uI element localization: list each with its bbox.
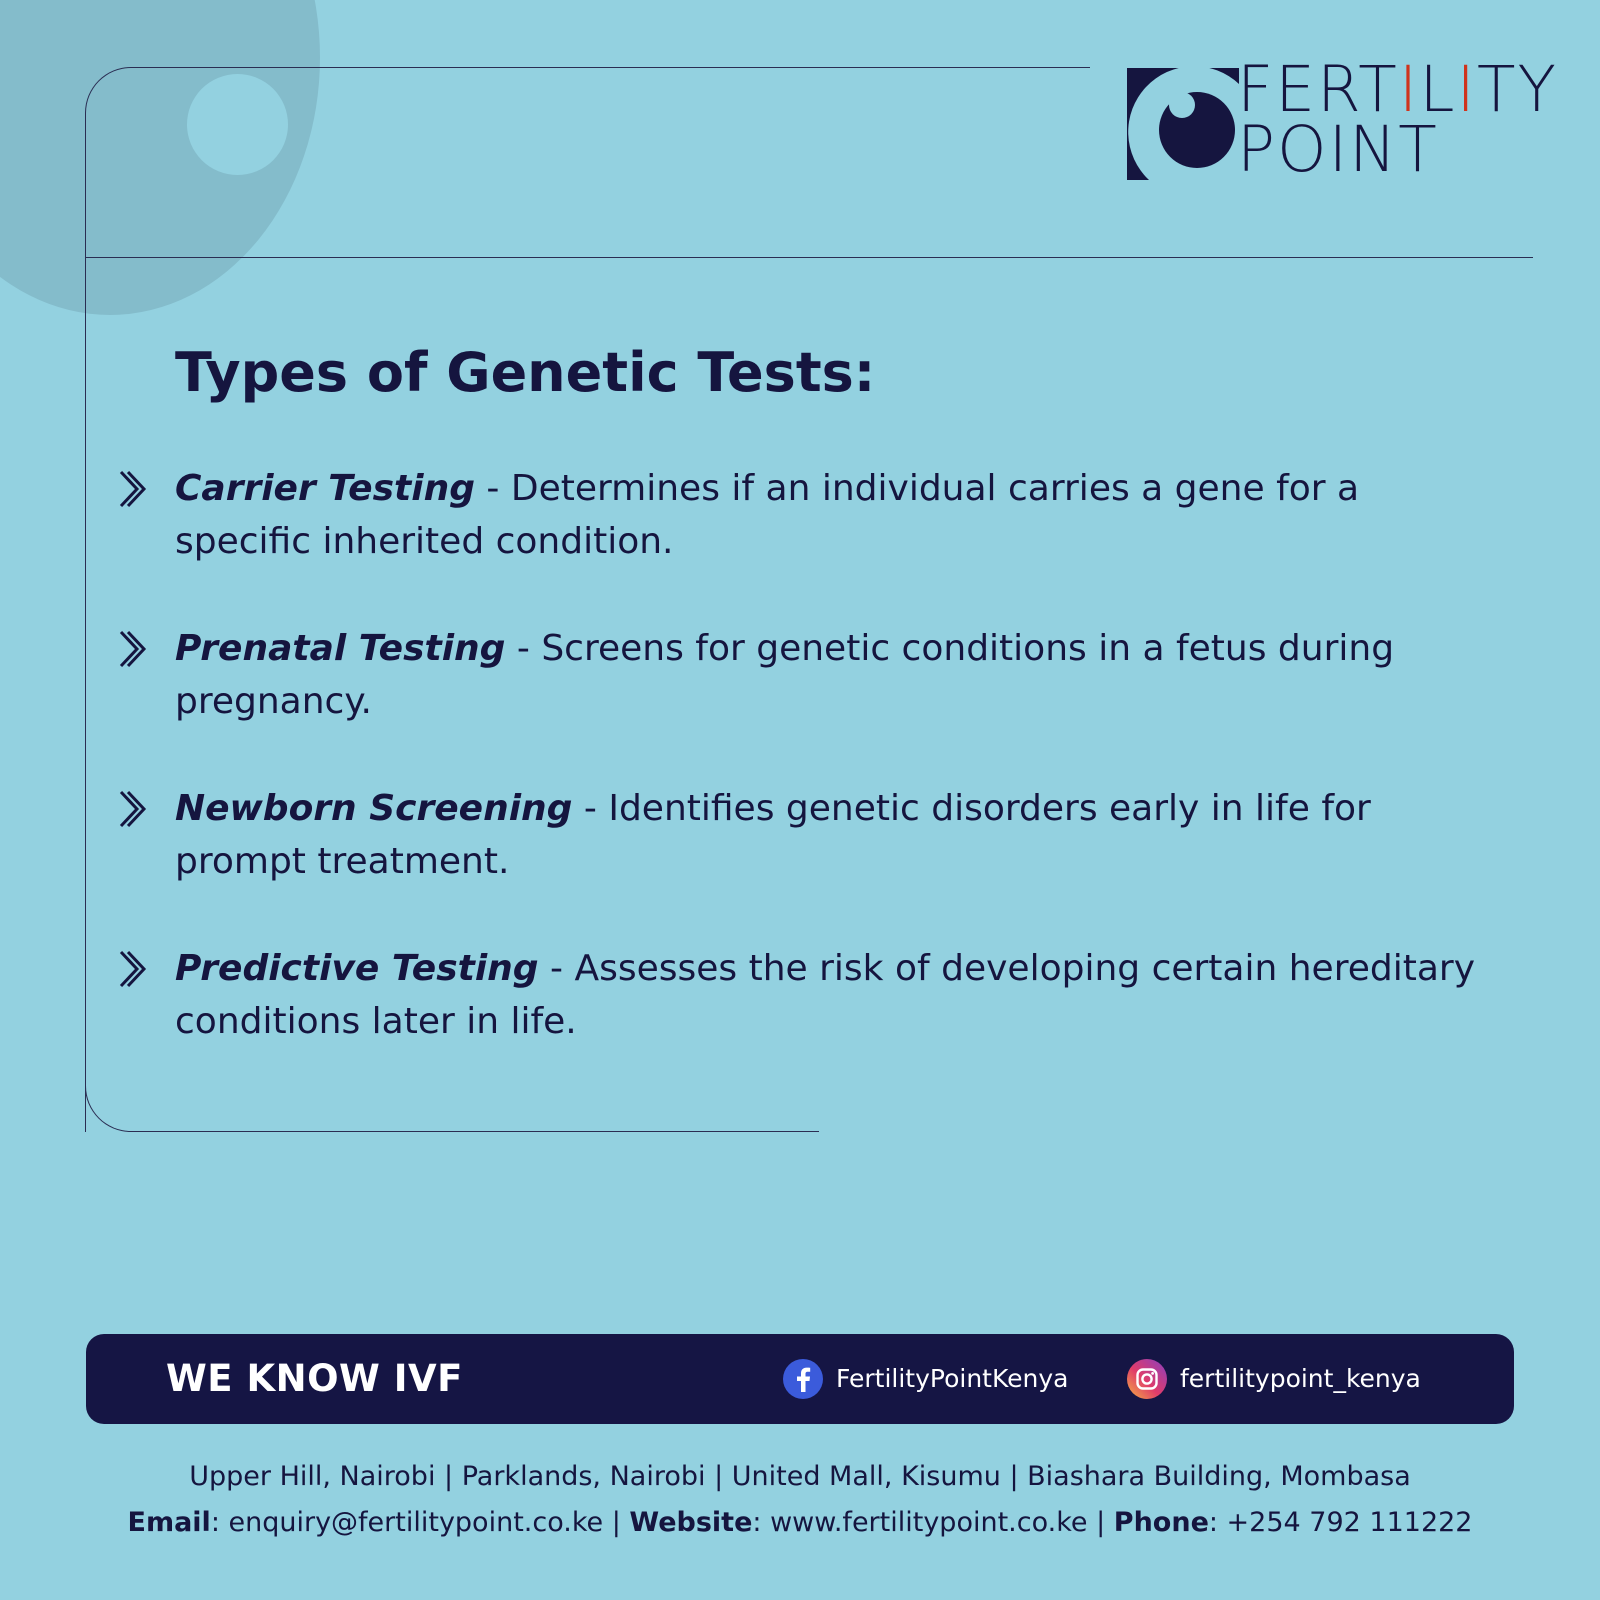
page-heading: Types of Genetic Tests:	[175, 341, 876, 404]
double-chevron-right-icon	[117, 788, 147, 830]
logo-line-2: POINT	[1237, 113, 1439, 186]
fertility-point-logo	[1127, 53, 1558, 186]
logo-accent-i: I	[1398, 53, 1420, 126]
facebook-handle: FertilityPointKenya	[836, 1364, 1069, 1393]
test-description: - Determines if an individual carries a gene for a specific inherited condition.	[175, 468, 1360, 562]
double-chevron-right-icon	[117, 468, 147, 510]
list-item-text	[175, 942, 1505, 1048]
logo-mark-icon	[1127, 68, 1239, 180]
footer-bar	[86, 1334, 1514, 1424]
website-label: Website	[629, 1507, 753, 1538]
logo-text-part: FERT	[1237, 53, 1399, 126]
test-name: Predictive Testing	[175, 948, 539, 989]
header-divider	[85, 257, 1533, 258]
logo-text-part: TY	[1477, 53, 1558, 126]
instagram-handle: fertilitypoint_kenya	[1180, 1364, 1421, 1393]
double-chevron-right-icon	[117, 628, 147, 670]
logo-text-part: L	[1419, 53, 1457, 126]
website-value: : www.fertilitypoint.co.ke |	[752, 1507, 1114, 1538]
test-name: Newborn Screening	[175, 788, 573, 829]
locations-line: Upper Hill, Nairobi | Parklands, Nairobi | United Mall, Kisumu | Biashara Building, Mombasa	[189, 1461, 1411, 1492]
logo-accent-i: I	[1456, 53, 1478, 126]
test-name: Prenatal Testing	[175, 628, 506, 669]
logo-wordmark	[1237, 53, 1558, 186]
instagram-icon	[1126, 1358, 1168, 1400]
test-description: - Assesses the risk of developing certain hereditary conditions later in life.	[175, 948, 1475, 1042]
content-frame-bottom	[85, 1060, 819, 1132]
email-value: : enquiry@fertilitypoint.co.ke |	[210, 1507, 630, 1538]
test-description: - Screens for genetic conditions in a fetus during pregnancy.	[175, 628, 1395, 722]
facebook-icon	[782, 1358, 824, 1400]
email-label: Email	[127, 1507, 211, 1538]
phone-value: : +254 792 111222	[1208, 1507, 1473, 1538]
list-item-text	[175, 462, 1505, 568]
contact-line	[0, 1504, 1600, 1542]
test-description: - Identifies genetic disorders early in life for prompt treatment.	[175, 788, 1371, 882]
double-chevron-right-icon	[117, 948, 147, 990]
test-name: Carrier Testing	[175, 468, 475, 509]
tagline: WE KNOW IVF	[166, 1357, 463, 1400]
phone-label: Phone	[1113, 1507, 1209, 1538]
list-item-text	[175, 782, 1505, 888]
logo-line-1	[1237, 53, 1558, 126]
list-item-text	[175, 622, 1505, 728]
